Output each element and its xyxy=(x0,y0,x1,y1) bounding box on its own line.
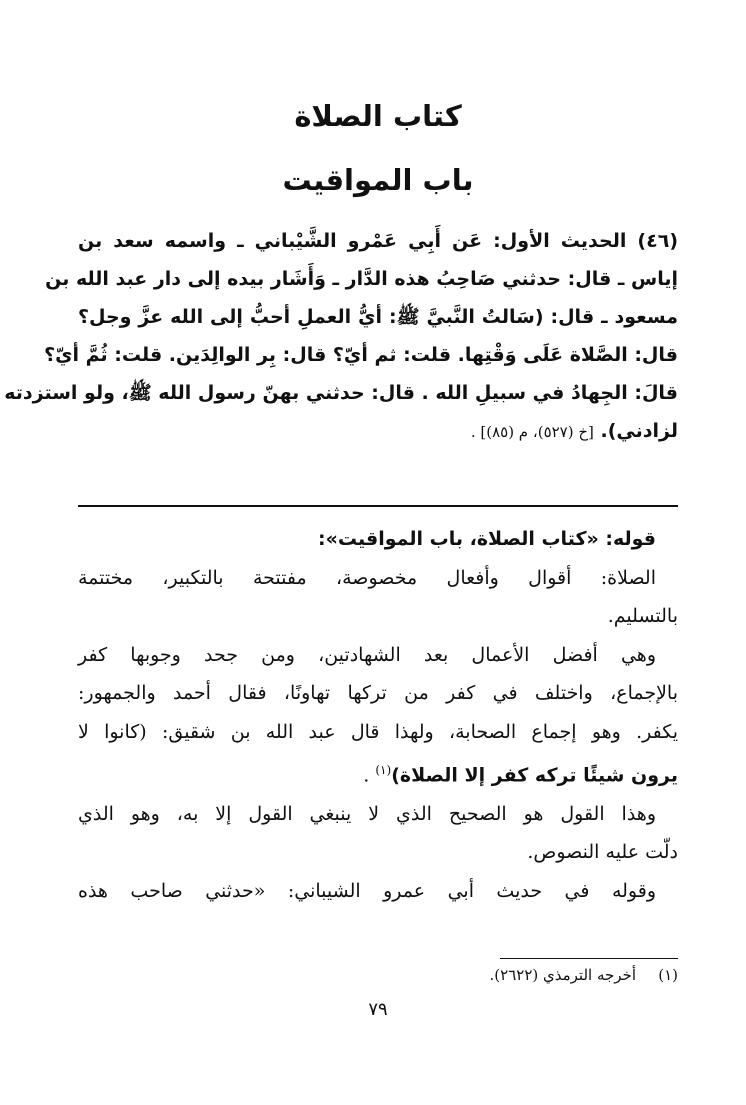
hadith-line: قالَ: الجِهادُ في سبيلِ الله . قال: حدثني بهنّ رسول الله ﷺ، ولو استزدته xyxy=(4,382,678,404)
hadith-line-end: لزادني). xyxy=(600,420,678,442)
hadith-line: قال: الصَّلاة عَلَى وَقْتِها. قلت: ثم أيّ؟ قال: بِر الوالِدَين. قلت: ثُمَّ أيّ؟ xyxy=(44,344,678,366)
commentary-line: يكفر. وهو إجماع الصحابة، ولهذا قال عبد الله بن شقيق: (كانوا لا xyxy=(78,720,678,743)
commentary-text xyxy=(78,520,678,910)
footnote xyxy=(78,962,678,988)
hadith-source: [خ (٥٢٧)، م (٨٥)] . xyxy=(470,423,594,441)
hadith-line: (٤٦) الحديث الأول: عَن أَبِي عَمْرو الشَّيْباني ـ واسمه سعد بن xyxy=(78,230,678,252)
book-page xyxy=(4,0,678,1105)
commentary-line: وقوله في حديث أبي عمرو الشيباني: «حدثني صاحب هذه xyxy=(78,879,656,902)
quote-line xyxy=(78,751,678,795)
commentary-line: وهذا القول هو الصحيح الذي لا ينبغي القول إلا به، وهو الذي xyxy=(78,802,656,825)
heading-suffix: »: xyxy=(318,528,338,550)
heading-prefix: قوله: « xyxy=(586,528,656,550)
quote-end: . xyxy=(363,764,376,787)
hadith-text xyxy=(4,222,678,451)
commentary-line: وهي أفضل الأعمال بعد الشهادتين، ومن جحد وجوبها كفر xyxy=(78,643,656,666)
section-divider xyxy=(78,505,678,507)
commentary-line: بالإجماع، واختلف في كفر من تركها تهاونًا، فقال أحمد والجمهور: xyxy=(78,682,678,704)
section-title: باب المواقيت xyxy=(282,163,474,197)
hadith-line: مسعود ـ قال: (سَالتُ النَّبيَّ ﷺ: أيُّ العملِ أحبُّ إلى الله عزَّ وجل؟ xyxy=(78,306,678,328)
footnote-text: أخرجه الترمذي (٢٦٢٢). xyxy=(489,966,636,984)
heading-bold: كتاب الصلاة، باب المواقيت xyxy=(337,528,587,550)
commentary-line: الصلاة: أقوال وأفعال مخصوصة، مفتتحة بالتكبير، مختتمة xyxy=(78,566,656,589)
footnote-number: (١) xyxy=(658,966,678,984)
hadith-last-line xyxy=(78,412,678,451)
footnote-rule xyxy=(500,958,678,959)
chapter-title: كتاب الصلاة xyxy=(294,99,462,133)
page-number: ٧٩ xyxy=(368,999,388,1020)
commentary-line: بالتسليم. xyxy=(607,605,678,627)
commentary-heading xyxy=(78,520,678,559)
hadith-line: إياس ـ قال: حدثني صَاحِبُ هذه الدَّار ـ وَأَشَار بيده إلى دار عبد الله بن xyxy=(45,268,678,290)
footnote-ref: (١) xyxy=(375,763,392,777)
quote-text: يرون شيئًا تركه كفر إلا الصلاة) xyxy=(391,764,678,787)
commentary-line: دلّت عليه النصوص. xyxy=(527,841,678,864)
